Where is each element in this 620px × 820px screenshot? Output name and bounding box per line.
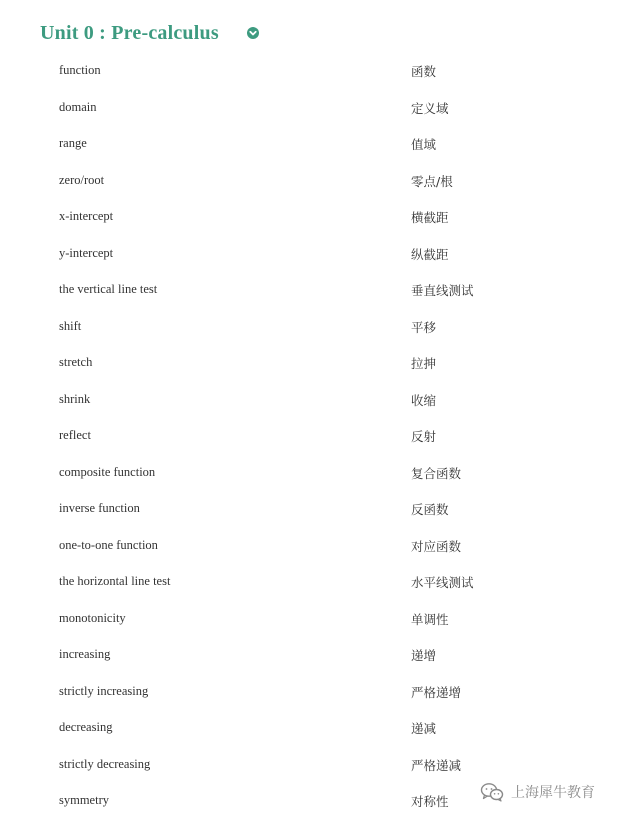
term-english: reflect [59, 428, 91, 442]
term-chinese: 反函数 [411, 502, 449, 517]
term-english: symmetry [59, 793, 109, 807]
vocab-row [0, 600, 620, 637]
unit-header [40, 18, 259, 48]
term-chinese: 零点/根 [411, 173, 453, 189]
unit-title: Unit 0 : Pre-calculus [40, 21, 219, 44]
term-english: composite function [59, 464, 156, 479]
vocab-row [0, 709, 620, 746]
term-chinese: 严格递增 [411, 684, 462, 700]
term-chinese: 值域 [411, 137, 437, 152]
term-chinese: 垂直线测试 [411, 283, 474, 298]
term-english: strictly decreasing [59, 756, 151, 771]
term-english: function [59, 63, 101, 77]
term-english: monotonicity [59, 610, 126, 625]
term-chinese: 收缩 [411, 392, 437, 408]
vocab-row [0, 162, 620, 199]
term-chinese: 对应函数 [411, 538, 462, 554]
term-english: the horizontal line test [59, 574, 171, 588]
term-chinese: 定义域 [411, 100, 449, 116]
term-english: y-intercept [59, 245, 114, 260]
term-english: strictly increasing [59, 683, 149, 698]
term-chinese: 横截距 [411, 210, 449, 225]
term-chinese: 对称性 [411, 794, 449, 809]
term-chinese: 平移 [411, 319, 437, 335]
term-chinese: 水平线测试 [411, 575, 474, 590]
vocab-row [0, 89, 620, 126]
term-chinese: 递减 [411, 721, 437, 736]
term-english: inverse function [59, 501, 140, 515]
term-chinese: 纵截距 [411, 246, 449, 262]
term-english: shrink [59, 391, 91, 406]
term-chinese: 复合函数 [411, 465, 462, 481]
wechat-icon [480, 782, 504, 802]
term-english: increasing [59, 647, 111, 661]
vocab-row [0, 235, 620, 272]
term-chinese: 递增 [411, 648, 437, 663]
term-english: shift [59, 318, 82, 333]
vocab-row [0, 308, 620, 345]
term-chinese: 严格递减 [411, 757, 462, 773]
vocab-row [0, 271, 620, 308]
vocab-row [0, 198, 620, 235]
term-english: decreasing [59, 720, 113, 734]
vocab-row [0, 381, 620, 418]
vocab-row [0, 527, 620, 564]
term-english: the vertical line test [59, 282, 158, 296]
term-english: domain [59, 99, 97, 114]
vocab-row [0, 125, 620, 162]
term-english: one-to-one function [59, 537, 158, 552]
vocab-row [0, 746, 620, 783]
vocabulary-list [0, 52, 620, 819]
vocab-row [0, 636, 620, 673]
vocab-row [0, 673, 620, 710]
vocab-row [0, 563, 620, 600]
vocab-row [0, 52, 620, 89]
term-english: zero/root [59, 172, 105, 187]
watermark [480, 782, 595, 802]
term-chinese: 单调性 [411, 611, 449, 627]
vocab-row [0, 344, 620, 381]
vocab-row [0, 454, 620, 491]
vocab-row [0, 490, 620, 527]
chevron-down-icon[interactable] [247, 27, 259, 39]
watermark-text: 上海犀牛教育 [511, 785, 595, 801]
term-english: range [59, 136, 87, 150]
term-chinese: 函数 [411, 64, 437, 79]
term-chinese: 拉抻 [411, 356, 437, 371]
vocab-row [0, 417, 620, 454]
term-chinese: 反射 [411, 429, 437, 444]
term-english: stretch [59, 355, 93, 369]
term-english: x-intercept [59, 209, 114, 223]
